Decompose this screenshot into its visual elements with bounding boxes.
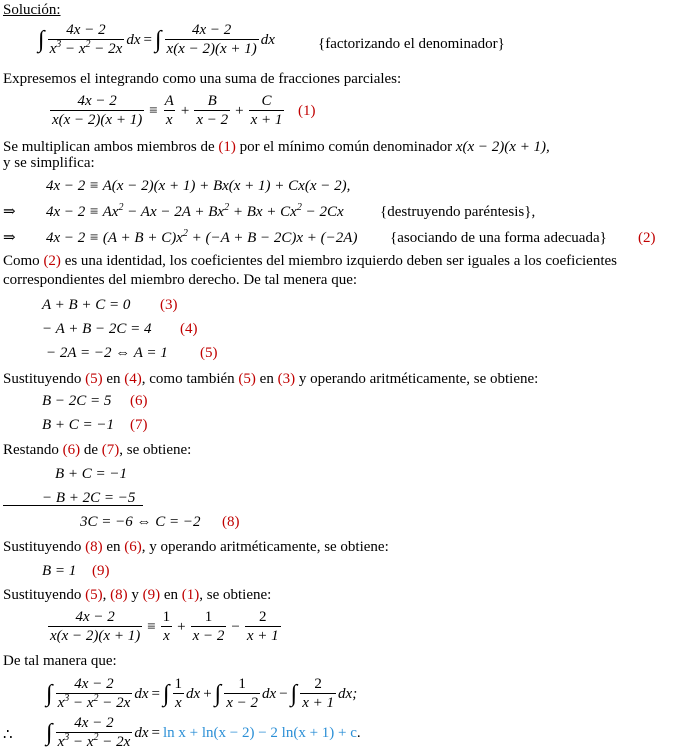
integral-factorization [38, 22, 275, 57]
note-associate: {asociando de una forma adecuada} [390, 230, 607, 246]
dx-label: dx [126, 31, 141, 48]
den-a: x [165, 112, 173, 128]
implies-arrow: ⇒ [3, 204, 16, 220]
paragraph-partial-fractions: Expresemos el integrando como una suma de fracciones parciales: [3, 71, 402, 87]
dx-label: dx [260, 31, 275, 48]
paragraph-multiply: Se multiplican ambos miembros de (1) por el mínimo común denominador x(x − 2)(x + 1), [3, 139, 550, 155]
coef-a: A [164, 93, 174, 109]
equation-ref-7: (7) [130, 417, 148, 433]
equation-ref-4: (4) [180, 321, 198, 337]
factorization-note: {factorizando el denominador} [318, 36, 505, 52]
system-eq-5: − 2A = −2 ⇔ A = 1 [46, 345, 168, 361]
equation-ref-3: (3) [160, 297, 178, 313]
decomposition-result: $\frac{4x - 2}{x(x - 2)(x + 1)}$ ≡ $\frac{1}{x}$ + $\frac{1}{x - 2}$ − $\frac{2}{x + 1}$ [50, 609, 279, 644]
paragraph-simplify: y se simplifica: [3, 155, 95, 171]
subtraction-row-1: B + C = −1 [55, 466, 128, 482]
equation-ref-6: (6) [130, 393, 148, 409]
subtraction-row-2: − B + 2C = −5 [42, 490, 136, 506]
identity-equation-1: 4x − 2 ≡ A(x − 2)(x + 1) + Bx(x + 1) + Cx(x − 2), [46, 178, 351, 194]
equation-ref-8: (8) [222, 514, 240, 530]
coef-c: C [261, 93, 272, 109]
ref-2: (2) [43, 253, 61, 269]
integrand-numerator: 4x − 2 [66, 22, 106, 38]
integrand-denominator: $x^3 - x^2 - 2x$ [49, 39, 123, 57]
note-expand: {destruyendo paréntesis}, [380, 204, 536, 220]
paragraph-substitute-1: Sustituyendo (5) en (4), como también (5) en (3) y operando aritméticamente, se obtiene: [3, 371, 539, 387]
system-eq-3: A + B + C = 0 [42, 297, 131, 313]
final-antiderivative: ln x + ln(x − 2) − 2 ln(x + 1) + c [162, 724, 357, 741]
equals-sign: = [143, 31, 152, 48]
paragraph-substitute-2: Sustituyendo (8) en (6), y operando aritméticamente, se obtiene: [3, 539, 389, 555]
paragraph-substitute-3: Sustituyendo (5), (8) y (9) en (1), se obtiene: [3, 587, 272, 603]
subtraction-result: 3C = −6 ⇔ C = −2 [80, 514, 201, 530]
equation-ref-5: (5) [200, 345, 218, 361]
identity-equation-2: $4x - 2 \equiv Ax^2 - Ax - 2A + Bx^2 + Bx + Cx^2 - 2Cx$ [46, 202, 344, 220]
implies-arrow: ⇒ [3, 230, 16, 246]
partial-fraction-setup [48, 92, 286, 128]
paragraph-conclusion: De tal manera que: [3, 653, 117, 669]
equation-ref-2: (2) [638, 230, 656, 246]
paragraph-subtract: Restando (6) de (7), se obtiene: [3, 442, 192, 458]
equation-ref-1: (1) [298, 103, 316, 119]
identity-equation-3: $4x - 2 \equiv (A + B + C)x^2 + (-A + B - 2C)x + (-2A)$ [46, 228, 358, 246]
paragraph-identity: Como (2) es una identidad, los coeficientes del miembro izquierdo deben ser iguales a los coeficientes [3, 253, 617, 269]
lcd-expression: x(x − 2)(x + 1), [455, 139, 550, 155]
equiv-sign: ≡ [149, 102, 158, 119]
equation-ref-9: (9) [92, 563, 110, 579]
final-result: ∫ $\frac{4x - 2}{x^3 - x^2 - 2x}$ dx = ln x + ln(x − 2) − 2 ln(x + 1) + c . [46, 715, 361, 750]
lhs-denominator: x(x − 2)(x + 1) [52, 112, 143, 128]
den-c: x + 1 [250, 112, 283, 128]
factored-numerator: 4x − 2 [191, 22, 232, 38]
coef-b: B [207, 93, 217, 109]
system-eq-4: − A + B − 2C = 4 [42, 321, 152, 337]
system-eq-9: B = 1 [42, 563, 77, 579]
ref-1: (1) [218, 139, 236, 155]
plus-sign: + [180, 102, 190, 119]
therefore-symbol: ∴ [3, 727, 13, 743]
paragraph-coefficients: correspondientes del miembro derecho. De tal menera que: [3, 272, 358, 288]
den-b: x − 2 [196, 112, 229, 128]
plus-sign: + [235, 102, 244, 119]
subtraction-rule [3, 505, 143, 506]
solution-heading: Solución: [3, 2, 61, 18]
lhs-numerator: 4x − 2 [77, 93, 117, 109]
system-eq-6: B − 2C = 5 [42, 393, 112, 409]
integral-sign: ∫ [38, 26, 45, 53]
integral-sign: ∫ [154, 26, 162, 53]
split-integrals: ∫ $\frac{4x - 2}{x^3 - x^2 - 2x}$ dx = ∫ $\frac{1}{x}$ dx + ∫ $\frac{1}{x - 2}$ dx − ∫ $\frac{2}{x + 1}$ dx; [46, 676, 358, 711]
factored-denominator: x(x − 2)(x + 1) [166, 41, 257, 57]
system-eq-7: B + C = −1 [42, 417, 115, 433]
